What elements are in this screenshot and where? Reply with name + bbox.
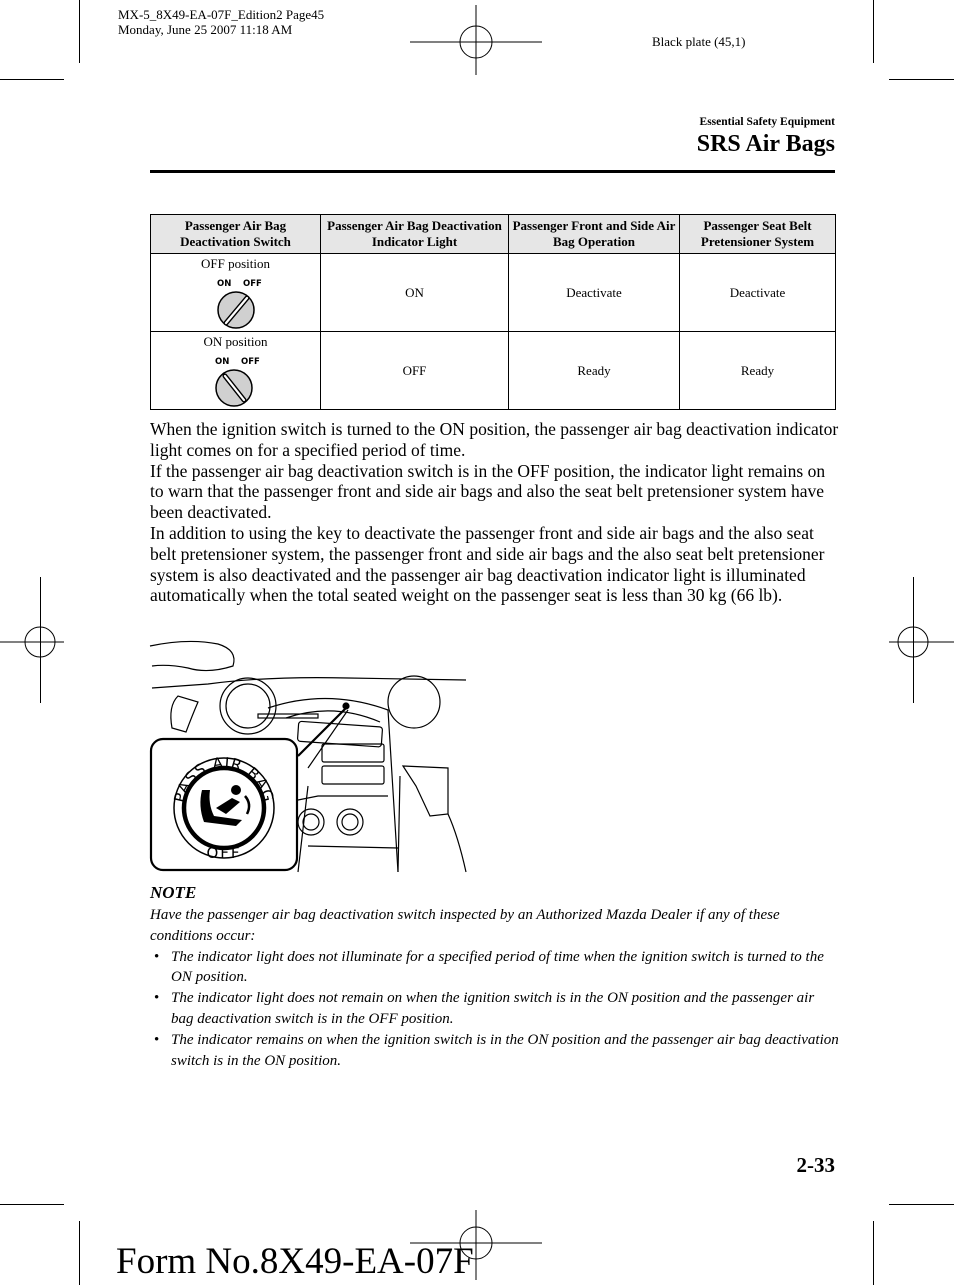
note-block — [150, 905, 840, 1071]
indicator-cell: ON — [321, 254, 509, 332]
switch-cell — [151, 254, 321, 332]
list-item: • The indicator remains on when the ignition switch is in the ON position and the passenger air bag deactivation switch is in the ON position. — [154, 1031, 839, 1069]
registration-target-right — [889, 610, 954, 674]
switch-off-icon — [201, 274, 271, 330]
pretensioner-cell: Deactivate — [680, 254, 836, 332]
registration-target-left — [0, 610, 64, 674]
note-item-text: The indicator remains on when the ignition switch is in the ON position and the passenger air bag deactivation switch is in the ON position. — [171, 1031, 839, 1069]
switch-on-icon — [201, 352, 271, 408]
switch-position-label: ON position — [203, 334, 268, 349]
print-meta — [118, 7, 324, 37]
body-text — [150, 419, 840, 606]
operation-cell: Deactivate — [509, 254, 680, 332]
registration-target-top — [410, 5, 542, 75]
paragraph-3: In addition to using the key to deactivate the passenger front and side air bags and the also seat belt pretensioner system, the passenger front and side air bags and the also seat belt pretensioner system is also deactivated and the passenger air bag deactivation indicator light is illuminated automatically when the total seated weight on the passenger seat is less than 30 kg (66 lb). — [150, 522, 825, 606]
deactivation-table — [150, 214, 836, 410]
table-row — [151, 332, 836, 410]
table-header-row — [151, 215, 836, 254]
header-pretensioner: Passenger Seat Belt Pretensioner System — [680, 215, 836, 254]
title-rule — [150, 170, 835, 173]
header-indicator: Passenger Air Bag Deactivation Indicator Light — [321, 215, 509, 254]
list-item: • The indicator light does not illuminate for a specified period of time when the ignition switch is turned to the ON position. — [154, 948, 824, 986]
pass-air-bag-label: PASS AIR BAG — [170, 753, 278, 805]
section-label: Essential Safety Equipment — [699, 116, 835, 128]
pretensioner-cell: Ready — [680, 332, 836, 410]
off-label: OFF — [206, 844, 242, 862]
knob-off-label: OFF — [240, 357, 260, 367]
page-title: SRS Air Bags — [696, 131, 835, 157]
header-operation: Passenger Front and Side Air Bag Operation — [509, 215, 680, 254]
form-number: Form No.8X49-EA-07F — [116, 1241, 474, 1282]
paragraph-2: If the passenger air bag deactivation switch is in the OFF position, the indicator light remains on to warn that the passenger front and side air bags and also the seat belt pretensioner system have been deactivated. — [150, 460, 826, 523]
knob-off-label: OFF — [242, 279, 262, 289]
knob-on-label: ON — [214, 357, 229, 367]
list-item: • The indicator light does not remain on when the ignition switch is in the ON position and the passenger air bag deactivation switch is in the OFF position. — [154, 990, 815, 1027]
note-list — [150, 947, 840, 1072]
switch-cell — [151, 332, 321, 410]
note-item-text: The indicator light does not illuminate for a specified period of time when the ignition switch is turned to the ON position. — [171, 948, 824, 986]
date-line: Monday, June 25 2007 11:18 AM — [118, 22, 293, 37]
note-item-text: The indicator light does not remain on when the ignition switch is in the ON position and the passenger air bag deactivation switch is in the OFF position. — [171, 990, 815, 1027]
indicator-cell: OFF — [321, 332, 509, 410]
dashboard-illustration — [148, 636, 468, 874]
plate-label: Black plate (45,1) — [652, 34, 746, 49]
knob-on-label: ON — [216, 279, 231, 289]
file-line: MX-5_8X49-EA-07F_Edition2 Page45 — [118, 7, 325, 22]
header-switch: Passenger Air Bag Deactivation Switch — [151, 215, 321, 254]
paragraph-1: When the ignition switch is turned to the ON position, the passenger air bag deactivation indicator light comes on for a specified period of time. — [150, 419, 839, 460]
note-title: NOTE — [150, 883, 197, 902]
operation-cell: Ready — [509, 332, 680, 410]
switch-position-label: OFF position — [201, 256, 270, 271]
page-number: 2-33 — [796, 1153, 835, 1177]
table-row — [151, 254, 836, 332]
note-intro: Have the passenger air bag deactivation switch inspected by an Authorized Mazda Dealer if any of these conditions occur: — [150, 907, 780, 944]
